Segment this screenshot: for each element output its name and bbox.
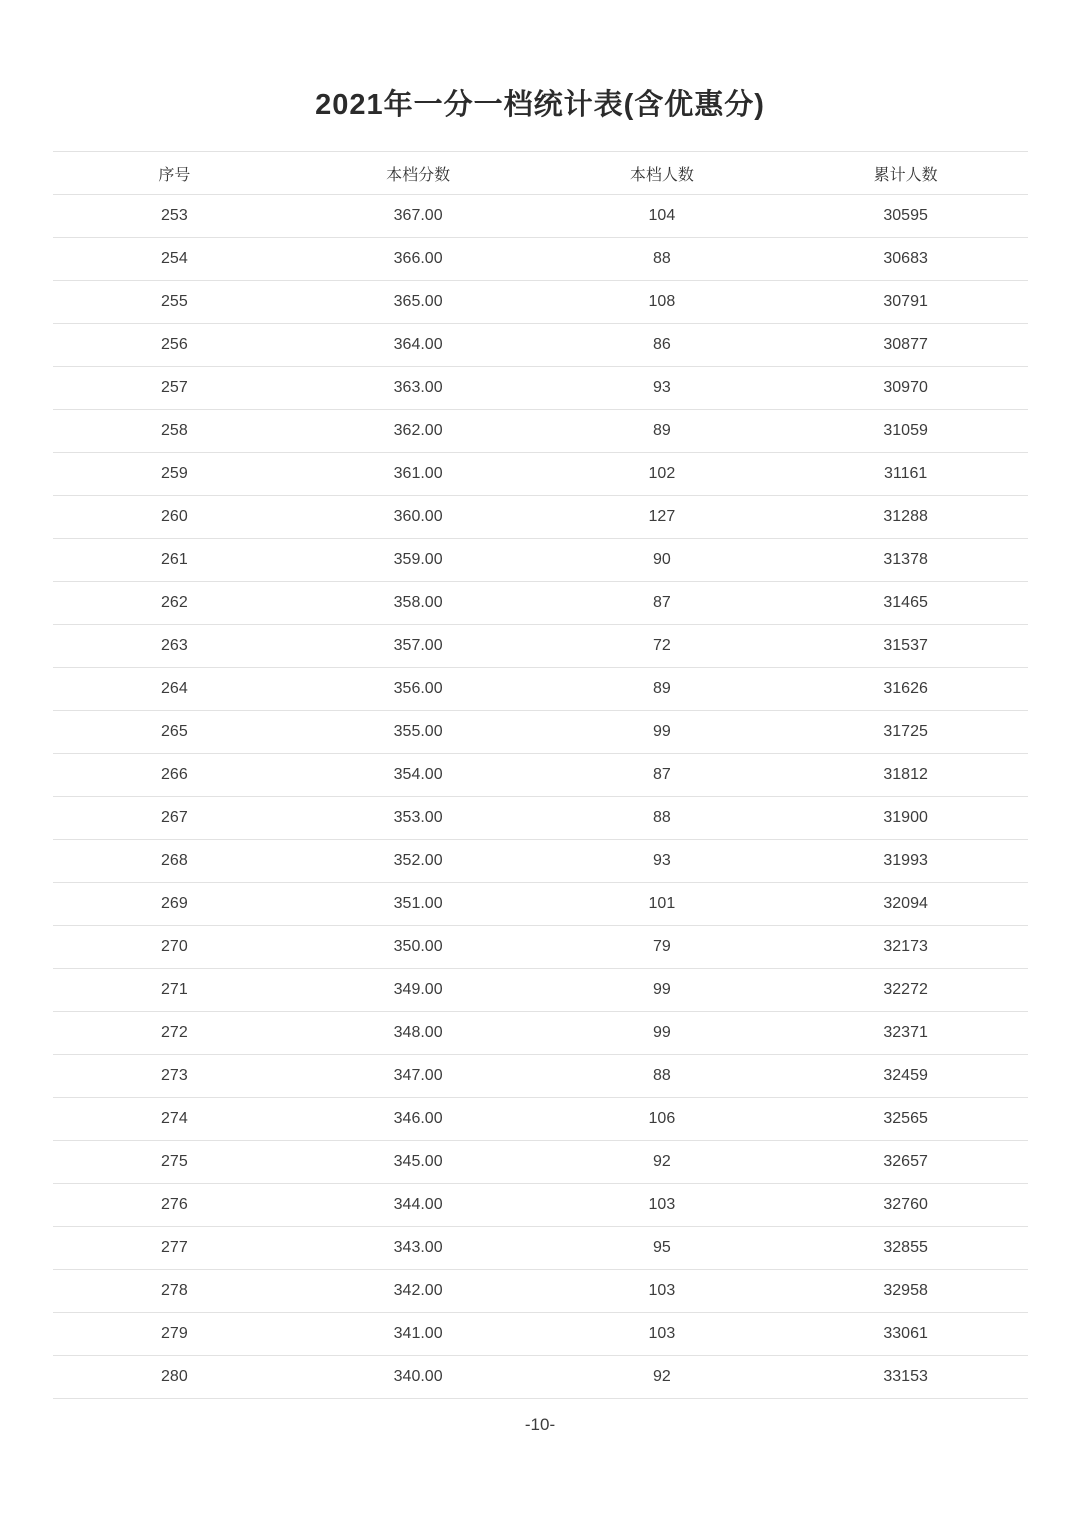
table-cell: 31161 [784, 453, 1028, 496]
table-cell: 31059 [784, 410, 1028, 453]
table-row [53, 453, 1028, 496]
table-cell: 357.00 [296, 625, 540, 668]
table-cell: 89 [540, 410, 784, 453]
table-cell: 99 [540, 1012, 784, 1055]
table-cell: 360.00 [296, 496, 540, 539]
table-row [53, 840, 1028, 883]
table-cell: 103 [540, 1184, 784, 1227]
table-cell: 72 [540, 625, 784, 668]
table-cell: 31378 [784, 539, 1028, 582]
table-cell: 358.00 [296, 582, 540, 625]
table-cell: 363.00 [296, 367, 540, 410]
table-row [53, 969, 1028, 1012]
table-cell: 367.00 [296, 195, 540, 238]
table-cell: 79 [540, 926, 784, 969]
table-cell: 359.00 [296, 539, 540, 582]
table-cell: 31812 [784, 754, 1028, 797]
table-header-row [53, 152, 1028, 195]
table-row [53, 1012, 1028, 1055]
table-cell: 108 [540, 281, 784, 324]
table-cell: 32094 [784, 883, 1028, 926]
table-body [53, 195, 1028, 1399]
table-cell: 93 [540, 367, 784, 410]
table-cell: 88 [540, 238, 784, 281]
table-cell: 31900 [784, 797, 1028, 840]
table-cell: 346.00 [296, 1098, 540, 1141]
table-cell: 254 [53, 238, 297, 281]
table-cell: 101 [540, 883, 784, 926]
table-cell: 279 [53, 1313, 297, 1356]
table-cell: 262 [53, 582, 297, 625]
table-cell: 88 [540, 797, 784, 840]
table-cell: 272 [53, 1012, 297, 1055]
table-cell: 253 [53, 195, 297, 238]
table-cell: 348.00 [296, 1012, 540, 1055]
table-cell: 86 [540, 324, 784, 367]
table-cell: 356.00 [296, 668, 540, 711]
table-cell: 103 [540, 1313, 784, 1356]
table-row [53, 754, 1028, 797]
table-cell: 99 [540, 711, 784, 754]
table-cell: 280 [53, 1356, 297, 1399]
table-cell: 365.00 [296, 281, 540, 324]
table-row [53, 1184, 1028, 1227]
table-cell: 266 [53, 754, 297, 797]
table-row [53, 711, 1028, 754]
table-cell: 32855 [784, 1227, 1028, 1270]
table-cell: 259 [53, 453, 297, 496]
table-cell: 99 [540, 969, 784, 1012]
table-row [53, 367, 1028, 410]
table-row [53, 625, 1028, 668]
table-row [53, 539, 1028, 582]
table-row [53, 496, 1028, 539]
table-cell: 362.00 [296, 410, 540, 453]
table-cell: 87 [540, 754, 784, 797]
table-cell: 102 [540, 453, 784, 496]
table-cell: 265 [53, 711, 297, 754]
table-cell: 92 [540, 1141, 784, 1184]
table-cell: 31537 [784, 625, 1028, 668]
table-cell: 350.00 [296, 926, 540, 969]
table-row [53, 281, 1028, 324]
table-cell: 32958 [784, 1270, 1028, 1313]
table-column-header: 本档分数 [296, 152, 540, 195]
page-number: -10- [524, 1415, 556, 1434]
table-cell: 31465 [784, 582, 1028, 625]
table-row [53, 582, 1028, 625]
table-cell: 93 [540, 840, 784, 883]
table-cell: 268 [53, 840, 297, 883]
table-cell: 104 [540, 195, 784, 238]
table-cell: 274 [53, 1098, 297, 1141]
table-cell: 355.00 [296, 711, 540, 754]
table-cell: 92 [540, 1356, 784, 1399]
table-cell: 278 [53, 1270, 297, 1313]
table-cell: 344.00 [296, 1184, 540, 1227]
table-cell: 345.00 [296, 1141, 540, 1184]
table-row [53, 1313, 1028, 1356]
table-cell: 95 [540, 1227, 784, 1270]
table-cell: 366.00 [296, 238, 540, 281]
table-cell: 343.00 [296, 1227, 540, 1270]
table-cell: 255 [53, 281, 297, 324]
table-cell: 351.00 [296, 883, 540, 926]
table-cell: 277 [53, 1227, 297, 1270]
table-cell: 88 [540, 1055, 784, 1098]
table-cell: 87 [540, 582, 784, 625]
table-cell: 352.00 [296, 840, 540, 883]
table-cell: 30970 [784, 367, 1028, 410]
table-row [53, 195, 1028, 238]
table-cell: 90 [540, 539, 784, 582]
table-cell: 261 [53, 539, 297, 582]
table-cell: 276 [53, 1184, 297, 1227]
table-cell: 103 [540, 1270, 784, 1313]
table-row [53, 410, 1028, 453]
table-row [53, 324, 1028, 367]
table-cell: 361.00 [296, 453, 540, 496]
table-row [53, 1227, 1028, 1270]
table-cell: 273 [53, 1055, 297, 1098]
table-cell: 31725 [784, 711, 1028, 754]
table-cell: 32657 [784, 1141, 1028, 1184]
table-cell: 256 [53, 324, 297, 367]
table-column-header: 累计人数 [784, 152, 1028, 195]
table-column-header: 序号 [53, 152, 297, 195]
table-cell: 347.00 [296, 1055, 540, 1098]
table-cell: 267 [53, 797, 297, 840]
table-cell: 106 [540, 1098, 784, 1141]
table-cell: 263 [53, 625, 297, 668]
table-cell: 32565 [784, 1098, 1028, 1141]
table-row [53, 1356, 1028, 1399]
table-cell: 31993 [784, 840, 1028, 883]
table-cell: 257 [53, 367, 297, 410]
table-row [53, 1141, 1028, 1184]
table-cell: 258 [53, 410, 297, 453]
page-title: 2021年一分一档统计表(含优惠分) [315, 89, 765, 121]
table-cell: 264 [53, 668, 297, 711]
table-cell: 33153 [784, 1356, 1028, 1399]
table-cell: 89 [540, 668, 784, 711]
table-cell: 32459 [784, 1055, 1028, 1098]
table-column-header: 本档人数 [540, 152, 784, 195]
table-cell: 31288 [784, 496, 1028, 539]
table-cell: 30595 [784, 195, 1028, 238]
table-cell: 270 [53, 926, 297, 969]
table-row [53, 668, 1028, 711]
table-row [53, 238, 1028, 281]
table-cell: 342.00 [296, 1270, 540, 1313]
table-header [53, 152, 1028, 195]
table-cell: 32760 [784, 1184, 1028, 1227]
table-row [53, 883, 1028, 926]
table-cell: 354.00 [296, 754, 540, 797]
table-cell: 30683 [784, 238, 1028, 281]
table-cell: 364.00 [296, 324, 540, 367]
table-cell: 269 [53, 883, 297, 926]
table-cell: 33061 [784, 1313, 1028, 1356]
table-cell: 260 [53, 496, 297, 539]
table-cell: 32272 [784, 969, 1028, 1012]
table-row [53, 797, 1028, 840]
table-cell: 127 [540, 496, 784, 539]
table-cell: 271 [53, 969, 297, 1012]
table-cell: 341.00 [296, 1313, 540, 1356]
table-cell: 340.00 [296, 1356, 540, 1399]
table-cell: 32173 [784, 926, 1028, 969]
score-distribution-table [53, 151, 1028, 1399]
table-cell: 275 [53, 1141, 297, 1184]
table-cell: 30877 [784, 324, 1028, 367]
table-cell: 349.00 [296, 969, 540, 1012]
table-cell: 353.00 [296, 797, 540, 840]
table-row [53, 1098, 1028, 1141]
table-row [53, 926, 1028, 969]
table-row [53, 1055, 1028, 1098]
table-cell: 30791 [784, 281, 1028, 324]
table-row [53, 1270, 1028, 1313]
table-cell: 31626 [784, 668, 1028, 711]
table-cell: 32371 [784, 1012, 1028, 1055]
